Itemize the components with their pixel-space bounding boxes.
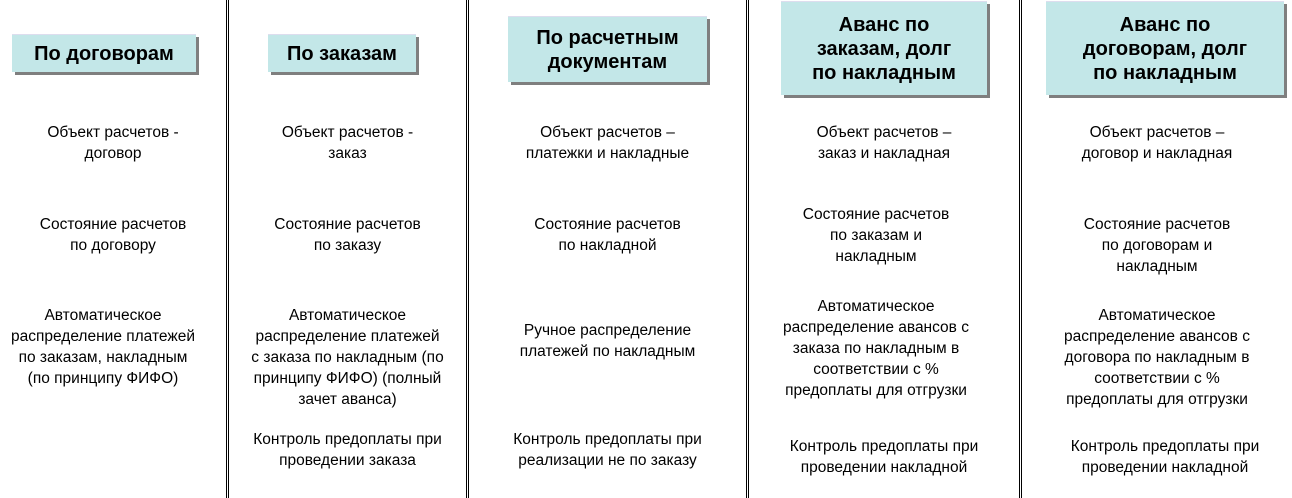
settlement-state-text: Состояние расчетов по заказам и накладным	[802, 206, 950, 265]
settlement-object-text: Объект расчетов – договор и накладная	[1081, 124, 1233, 162]
settlement-object-text: Объект расчетов – платежки и накладные	[525, 124, 690, 162]
distribution-text: Автоматическое распределение авансов с договора по накладным в соответствии с % предоплаты для отгрузки	[1064, 307, 1250, 408]
settlement-state-text: Состояние расчетов по заказу	[274, 216, 421, 254]
settlement-state-text: Состояние расчетов по договорам и накладным	[1083, 216, 1231, 275]
settlement-state-text: Состояние расчетов по накладной	[534, 216, 681, 254]
settlement-state-text: Состояние расчетов по договору	[39, 216, 187, 254]
distribution-text: Автоматическое распределение платежей по заказам, накладным (по принципу ФИФО)	[11, 307, 195, 387]
prepayment-control-text: Контроль предоплаты при проведении заказа	[253, 431, 442, 469]
settlement-object-text: Объект расчетов – заказ и накладная	[816, 124, 952, 162]
column-header: По заказам	[268, 34, 416, 72]
column-header: По договорам	[12, 34, 196, 72]
prepayment-control-text: Контроль предоплаты при проведении накладной	[789, 438, 979, 476]
settlement-object-text: Объект расчетов - договор	[47, 124, 179, 162]
distribution-text: Автоматическое распределение платежей с заказа по накладным (по принципу ФИФО) (полный зачет аванса)	[251, 307, 444, 408]
prepayment-control-text: Контроль предоплаты при проведении накладной	[1070, 438, 1260, 476]
distribution-text: Автоматическое распределение авансов с заказа по накладным в соответствии с % предоплаты для отгрузки	[783, 298, 969, 399]
column-header: Аванс по заказам, долг по накладным	[781, 1, 987, 95]
prepayment-control-text: Контроль предоплаты при реализации не по заказу	[513, 431, 702, 469]
settlement-object-text: Объект расчетов - заказ	[281, 124, 414, 162]
column-header: Аванс по договорам, долг по накладным	[1046, 1, 1284, 95]
column-header: По расчетным документам	[508, 16, 707, 82]
distribution-text: Ручное распределение платежей по накладным	[519, 322, 696, 360]
